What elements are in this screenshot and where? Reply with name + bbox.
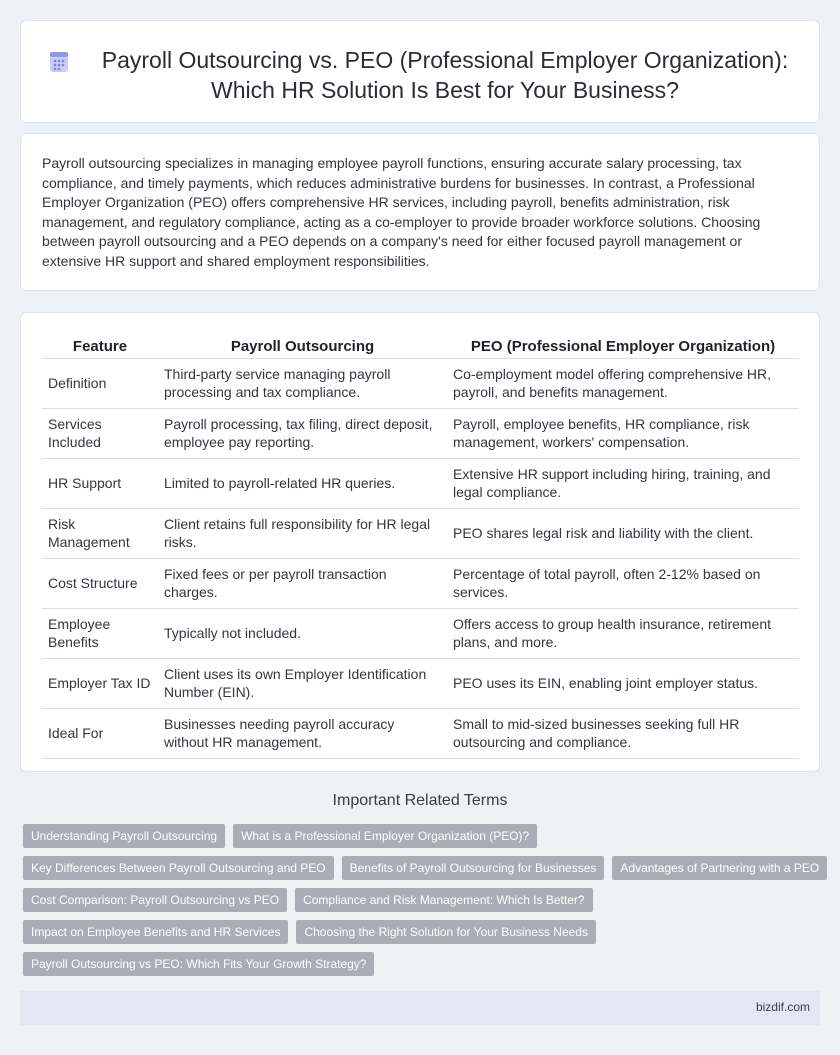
payroll-cell: Client retains full responsibility for HR legal risks. — [158, 509, 447, 559]
page-title: Payroll Outsourcing vs. PEO (Professional Employer Organization): Which HR Solution Is Best for Your Business? — [101, 47, 789, 103]
comparison-table — [42, 333, 799, 759]
related-terms-list — [23, 824, 823, 984]
intro-card — [20, 133, 820, 291]
tag-row — [23, 952, 823, 976]
table-row — [42, 709, 799, 759]
feature-cell: Services Included — [42, 409, 158, 459]
table-row — [42, 359, 799, 409]
intro-paragraph: Payroll outsourcing specializes in managing employee payroll functions, ensuring accurate salary processing, tax compliance, and timely payments, which reduces administrative burdens for businesses. In contrast, a Professional Employer Organization (PEO) offers comprehensive HR services, including payroll, benefits administration, risk management, and regulatory compliance, acting as a co-employer to provide broader workforce solutions. Choosing between payroll outsourcing and a PEO depends on a company's need for either focused payroll management or extensive HR support and shared employment responsibilities. — [42, 155, 761, 269]
table-row — [42, 659, 799, 709]
related-term-link[interactable]: Compliance and Risk Management: Which Is Better? — [295, 888, 592, 912]
payroll-cell: Typically not included. — [158, 609, 447, 659]
site-name[interactable]: bizdif.com — [755, 1000, 810, 1014]
table-row — [42, 459, 799, 509]
feature-cell: Risk Management — [42, 509, 158, 559]
tag-row — [23, 920, 823, 944]
related-terms-heading: Important Related Terms — [332, 792, 508, 809]
related-term-link[interactable]: What is a Professional Employer Organization (PEO)? — [233, 824, 537, 848]
related-term-link[interactable]: Choosing the Right Solution for Your Business Needs — [296, 920, 596, 944]
payroll-cell: Third-party service managing payroll processing and tax compliance. — [158, 359, 447, 409]
tag-row — [23, 888, 823, 912]
feature-cell: HR Support — [42, 459, 158, 509]
related-term-link[interactable]: Advantages of Partnering with a PEO — [612, 856, 827, 880]
table-row — [42, 609, 799, 659]
feature-cell: Definition — [42, 359, 158, 409]
title-card — [20, 20, 820, 123]
tag-row — [23, 856, 823, 880]
payroll-cell: Businesses needing payroll accuracy without HR management. — [158, 709, 447, 759]
column-header: Payroll Outsourcing — [158, 333, 447, 359]
related-term-link[interactable]: Payroll Outsourcing vs PEO: Which Fits Your Growth Strategy? — [23, 952, 374, 976]
feature-cell: Cost Structure — [42, 559, 158, 609]
peo-cell: Offers access to group health insurance, retirement plans, and more. — [447, 609, 799, 659]
column-header: Feature — [42, 333, 158, 359]
payroll-cell: Fixed fees or per payroll transaction charges. — [158, 559, 447, 609]
payroll-cell: Payroll processing, tax filing, direct deposit, employee pay reporting. — [158, 409, 447, 459]
feature-cell: Employee Benefits — [42, 609, 158, 659]
payroll-cell: Client uses its own Employer Identification Number (EIN). — [158, 659, 447, 709]
peo-cell: PEO uses its EIN, enabling joint employer status. — [447, 659, 799, 709]
table-header-row — [42, 333, 799, 359]
peo-cell: Extensive HR support including hiring, training, and legal compliance. — [447, 459, 799, 509]
peo-cell: Co-employment model offering comprehensive HR, payroll, and benefits management. — [447, 359, 799, 409]
comparison-card — [20, 312, 820, 772]
related-term-link[interactable]: Cost Comparison: Payroll Outsourcing vs PEO — [23, 888, 287, 912]
related-term-link[interactable]: Key Differences Between Payroll Outsourcing and PEO — [23, 856, 334, 880]
feature-cell: Ideal For — [42, 709, 158, 759]
peo-cell: Percentage of total payroll, often 2-12% based on services. — [447, 559, 799, 609]
table-row — [42, 509, 799, 559]
footer — [20, 991, 820, 1025]
peo-cell: Small to mid-sized businesses seeking full HR outsourcing and compliance. — [447, 709, 799, 759]
document-icon — [48, 51, 70, 73]
table-row — [42, 409, 799, 459]
column-header: PEO (Professional Employer Organization) — [447, 333, 799, 359]
tag-row — [23, 824, 823, 848]
feature-cell: Employer Tax ID — [42, 659, 158, 709]
table-row — [42, 559, 799, 609]
related-term-link[interactable]: Benefits of Payroll Outsourcing for Businesses — [342, 856, 605, 880]
payroll-cell: Limited to payroll-related HR queries. — [158, 459, 447, 509]
peo-cell: PEO shares legal risk and liability with the client. — [447, 509, 799, 559]
peo-cell: Payroll, employee benefits, HR compliance, risk management, workers' compensation. — [447, 409, 799, 459]
related-term-link[interactable]: Understanding Payroll Outsourcing — [23, 824, 225, 848]
related-term-link[interactable]: Impact on Employee Benefits and HR Services — [23, 920, 288, 944]
